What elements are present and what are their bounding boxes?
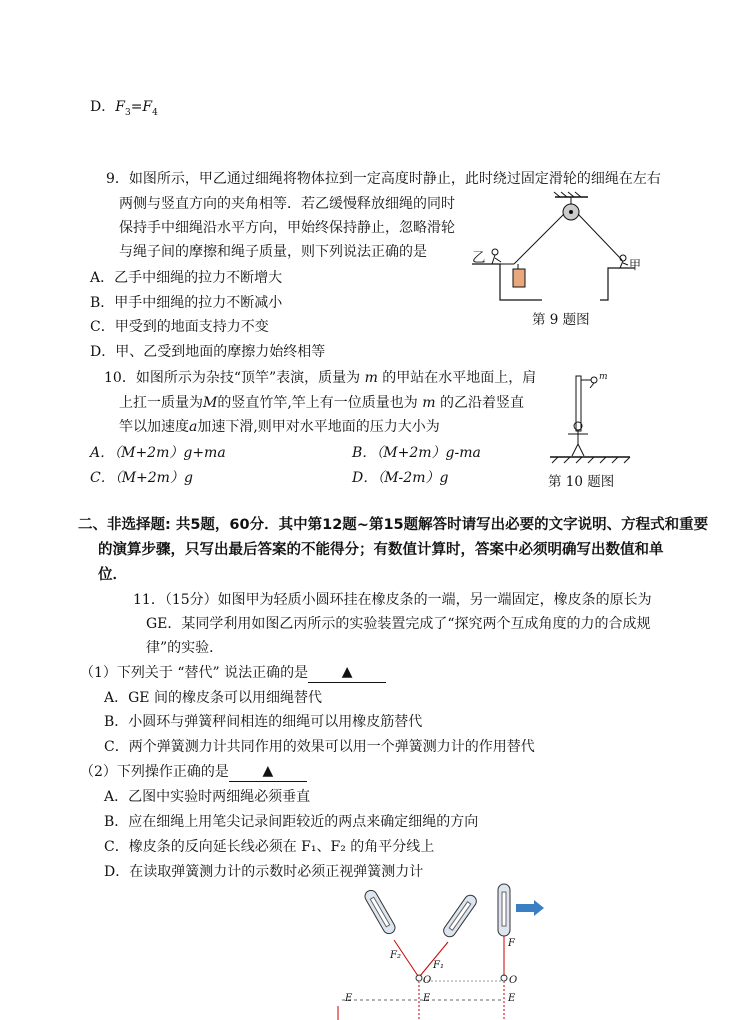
q11-label-o-1: O xyxy=(423,975,432,986)
q11-sub1-option-c: C．两个弹簧测力计共同作用的效果可以用一个弹簧测力计的作用替代 xyxy=(104,739,535,755)
q11-label-e-2: E xyxy=(423,993,431,1004)
q11-sub2-answer-blank[interactable]: ▲ xyxy=(229,761,307,782)
q9-option-b: B．甲手中细绳的拉力不断减小 xyxy=(90,295,283,311)
q11-label-o-2: O xyxy=(509,975,518,986)
q11-sub2-option-c: C．橡皮条的反向延长线必须在 F₁、F₂ 的角平分线上 xyxy=(104,839,435,855)
q11-stem-line-1: 11．（15分）如图甲为轻质小圆环挂在橡皮条的一端，另一端固定，橡皮条的原长为 xyxy=(133,592,652,608)
q11-sub2-option-d: D．在读取弹簧测力计的示数时必须正视弹簧测力计 xyxy=(104,864,424,880)
q9-figure-label-jia: 甲 xyxy=(629,258,642,272)
q10-option-d: D．（M-2m）g xyxy=(352,470,449,486)
q11-label-f2: F₂ xyxy=(390,950,401,961)
q9-option-a: A．乙手中细绳的拉力不断增大 xyxy=(90,270,283,286)
q11-sub1-option-a: A．GE 间的橡皮条可以用细绳替代 xyxy=(104,690,322,706)
q9-stem-line-1: 9．如图所示，甲乙通过细绳将物体拉到一定高度时静止，此时绕过固定滑轮的细绳在左右 xyxy=(106,171,661,187)
section2-line-2: 的演算步骤，只写出最后答案的不能得分；有数值计算时，答案中必须明确写出数值和单 xyxy=(98,542,664,558)
q10-option-a: A．（M+2m）g+ma xyxy=(90,445,226,461)
q11-label-f1: F₁ xyxy=(433,960,444,971)
q9-option-d: D．甲、乙受到地面的摩擦力始终相等 xyxy=(90,344,326,360)
q10-option-b: B．（M+2m）g-ma xyxy=(352,445,481,461)
q9-stem-line-4: 与绳子间的摩擦和绳子质量，则下列说法正确的是 xyxy=(119,244,427,260)
q10-figure-label-m: m xyxy=(599,372,608,382)
q9-figure-caption: 第 9 题图 xyxy=(532,312,590,328)
q9-stem-line-2: 两侧与竖直方向的夹角相等．若乙缓慢释放细绳的同时 xyxy=(119,196,455,212)
q11-sub2-option-a: A．乙图中实验时两细绳必须垂直 xyxy=(104,789,311,805)
q11-stem-line-2: GE．某同学利用如图乙丙所示的实验装置完成了“探究两个互成角度的力的合成规 xyxy=(146,616,651,632)
q10-stem-line-1: 10．如图所示为杂技“顶竿”表演，质量为 m 的甲站在水平地面上，肩 xyxy=(104,370,537,386)
q11-sub1-stem: （1）下列关于 “替代” 说法正确的是 ▲ xyxy=(80,663,386,684)
q11-figure xyxy=(330,880,570,1020)
q11-sub2-stem: （2）下列操作正确的是 ▲ xyxy=(80,762,307,783)
q9-stem-line-3: 保持手中细绳沿水平方向，甲始终保持静止，忽略滑轮 xyxy=(119,220,455,236)
q9-figure xyxy=(470,192,650,312)
q10-figure xyxy=(548,366,638,466)
q10-option-c: C．（M+2m）g xyxy=(90,470,193,486)
q11-label-f: F xyxy=(508,938,515,949)
q11-sub2-option-b: B．应在细绳上用笔尖记录间距较近的两点来确定细绳的方向 xyxy=(104,814,479,830)
q11-sub1-answer-blank[interactable]: ▲ xyxy=(308,662,386,683)
q9-figure-label-yi: 乙 xyxy=(472,250,486,266)
q10-figure-caption: 第 10 题图 xyxy=(548,474,615,490)
q11-stem-line-3: 律”的实验． xyxy=(146,640,224,656)
section2-line-1: 二、非选择题: 共5题，60分．其中第12题~第15题解答时请写出必要的文字说明、方程式和重要 xyxy=(78,517,709,533)
q11-label-e-3: E xyxy=(508,993,516,1004)
section2-line-3: 位． xyxy=(98,567,127,583)
q11-sub1-option-b: B．小圆环与弹簧秤间相连的细绳可以用橡皮筋替代 xyxy=(104,714,423,730)
q11-label-e-1: E xyxy=(345,993,353,1004)
q9-option-c: C．甲受到的地面支持力不变 xyxy=(90,319,269,335)
q8-option-d: D．$F_3=F_4$ xyxy=(90,99,158,118)
q10-stem-line-2: 上扛一质量为M的竖直竹竿,竿上有一位质量也为 m 的乙沿着竖直 xyxy=(119,395,524,411)
q10-stem-line-3: 竿以加速度a加速下滑,则甲对水平地面的压力大小为 xyxy=(119,419,440,435)
